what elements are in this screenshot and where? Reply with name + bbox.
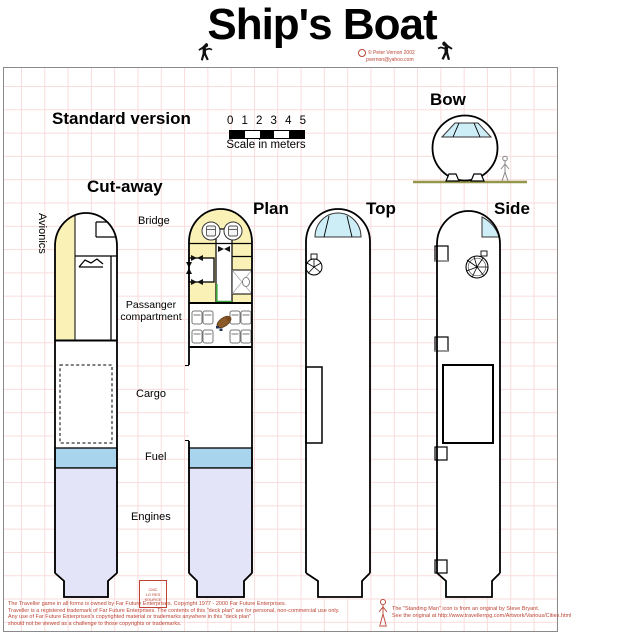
engine-section	[189, 468, 252, 597]
fuel-label: Fuel	[145, 451, 167, 463]
passenger-seat	[192, 311, 202, 324]
lo-res-logo-box: CMC LO RES SOURCE	[139, 580, 167, 608]
cargo-door-ticks	[185, 366, 189, 441]
fuel-tank-section	[189, 448, 252, 468]
landing-skid	[471, 174, 484, 181]
bow-view	[413, 116, 527, 183]
standing-man-credit: The "Standing Man" icon is from an original by Steve Bryant. See the original at http://www.travellerrpg.com/Artwork/Various/Cities.html	[392, 606, 572, 619]
passenger-seat	[230, 311, 240, 324]
plan-view-label: Plan	[253, 199, 289, 218]
passenger-seat	[241, 330, 251, 343]
passenger-seat	[241, 311, 251, 324]
top-view	[306, 209, 370, 597]
scale-figure	[501, 156, 509, 181]
page-title: Ship's Boat	[207, 0, 437, 49]
top-view-label: Top	[366, 199, 396, 218]
corridor	[216, 229, 232, 303]
copyright-icon	[358, 49, 366, 57]
passenger-label: Passanger compartment	[120, 299, 182, 323]
plan-view	[185, 209, 252, 597]
side-view	[435, 211, 500, 597]
fuel-tank-section	[55, 448, 117, 468]
bow-view-label: Bow	[430, 90, 466, 109]
cutaway-view-label: Cut-away	[87, 177, 163, 196]
version-label: Standard version	[52, 109, 191, 128]
legal-notice: The Traveller game in all forms is owned by Far Future Enterprises. Copyright 1977 - 2000 Far Future Enterprises. Traveller is a registered trademark of Far Future Enterprises. The contents of this "deck plan" are for personal, non-commercial use only. Any use of Far Future Enterprises's copyrighted material or trademarks anywhere in this "deck plan" should not be viewed as a challenge to those copyrights or trademarks.	[8, 601, 340, 627]
passenger-seat	[203, 330, 213, 343]
hatch-hinge	[311, 254, 317, 259]
passenger-seat	[192, 330, 202, 343]
copyright-credit	[358, 49, 415, 63]
scale-ticks: 0 1 2 3 4 5	[227, 115, 306, 127]
side-view-label: Side	[494, 199, 530, 218]
avionics-label: Avionics	[36, 213, 48, 254]
bridge-label: Bridge	[138, 215, 170, 227]
scale-caption: Scale in meters	[226, 139, 306, 151]
toilet-icon	[243, 278, 250, 287]
copilot-chair-icon	[229, 226, 238, 236]
standing-man-icon	[436, 40, 453, 64]
landing-skid	[446, 174, 459, 181]
passenger-seat	[203, 311, 213, 324]
standing-man-credit-icon	[376, 598, 390, 628]
hatch-hinge	[481, 251, 487, 256]
engines-label: Engines	[131, 511, 171, 523]
credit-line: pvernon@yahoo.com	[366, 57, 414, 63]
standing-man-icon	[198, 42, 214, 64]
cutaway-view	[55, 213, 117, 597]
engine-section	[55, 468, 117, 597]
pilot-chair-icon	[207, 226, 216, 236]
airlock	[189, 258, 214, 282]
passenger-seat	[230, 330, 240, 343]
scale-bar	[229, 130, 305, 139]
cargo-label: Cargo	[136, 388, 166, 400]
credit-line: © Peter Vernon 2002	[368, 50, 415, 56]
